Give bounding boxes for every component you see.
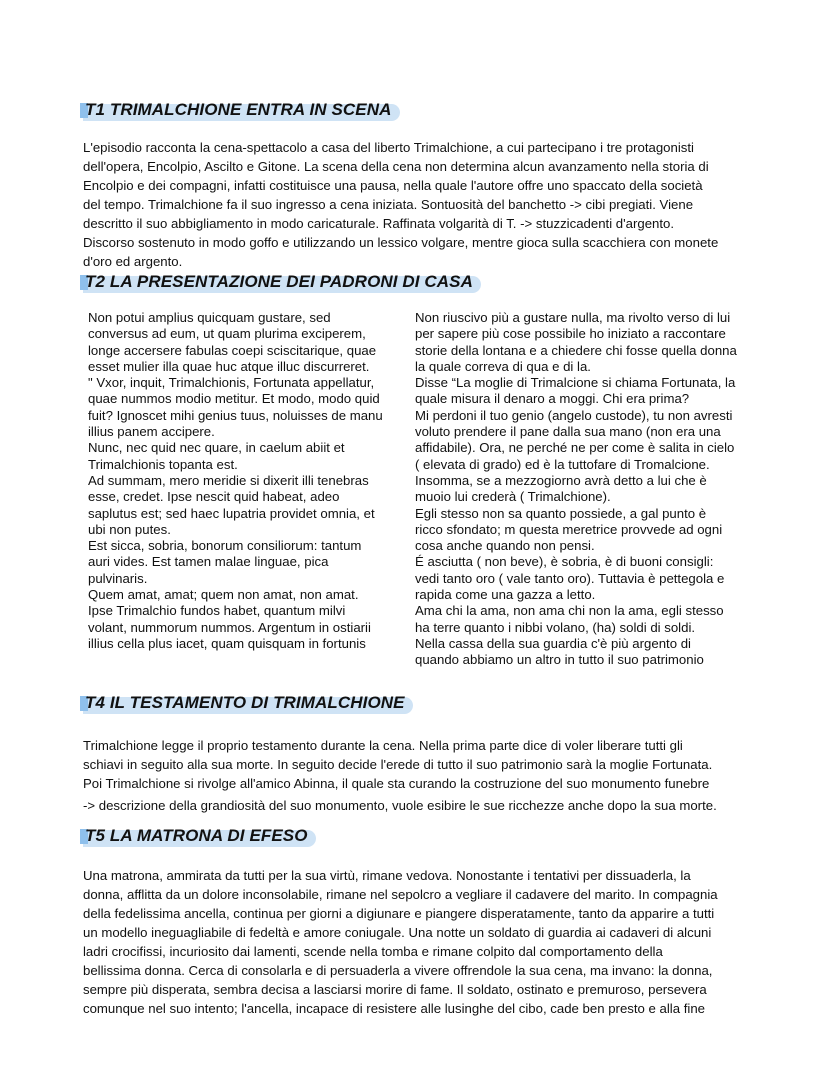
latin-text-column: [88, 310, 398, 652]
latin-line: volant, nummorum nummos. Argentum in ostiarii: [88, 619, 371, 635]
text-line: Discorso sostenuto in modo goffo e utilizzando un lessico volgare, mentre gioca sulla scacchiera con monete: [83, 235, 719, 250]
translation-line: la quale correva di qua e di la.: [415, 358, 591, 374]
text-line: bellissima donna. Cerca di consolarla e di persuaderla a vivere offrendole la sua cena, ma invano: la donna,: [83, 963, 713, 978]
text-line: Poi Trimalchione si rivolge all'amico Abinna, il quale sta curando la costruzione del suo monumento funebre: [83, 776, 710, 791]
latin-line: Trimalchionis topanta est.: [88, 456, 238, 472]
latin-line: Ad summam, mero meridie si dixerit illi tenebras: [88, 472, 369, 488]
latin-line: " Vxor, inquit, Trimalchionis, Fortunata appellatur,: [88, 375, 375, 391]
section-t1-paragraph: [83, 138, 753, 271]
translation-line: affidabile). Ora, ne perché ne per come è salita in cielo: [415, 440, 735, 456]
heading-highlight: T2 LA PRESENTAZIONE DEI PADRONI DI CASA: [83, 272, 481, 292]
section-t4-paragraph: [83, 736, 753, 815]
text-line: Encolpio e dei compagni, infatti costituisce una pausa, nella quale l'autore offre uno spaccato della società: [83, 178, 703, 193]
text-line: Trimalchione legge il proprio testamento durante la cena. Nella prima parte dice di voler liberare tutti gli: [83, 738, 683, 753]
latin-line: ubi non putes.: [88, 521, 171, 537]
text-line: descritto il suo abbigliamento in modo caricaturale. Raffinata volgarità di T. -> stuzzicadenti d'argento.: [83, 216, 675, 231]
translation-line: cosa anche quando non pensi.: [415, 538, 595, 554]
translation-line: É asciutta ( non beve), è sobria, è di buoni consigli:: [415, 554, 714, 570]
text-line: d'oro ed argento.: [83, 254, 183, 269]
translation-line: voluto prendere il pane dalla sua mano (non era una: [415, 424, 721, 440]
translation-line: vedi tanto oro ( vale tanto oro). Tuttavia è pettegola e: [415, 570, 725, 586]
translation-line: ( elevata di grado) ed è la tuttofare di Tromalcione.: [415, 456, 710, 472]
latin-line: Quem amat, amat; quem non amat, non amat.: [88, 587, 359, 603]
section-heading-t2: [83, 272, 481, 292]
latin-line: Est sicca, sobria, bonorum consiliorum: tantum: [88, 538, 362, 554]
latin-line: fuit? Ignoscet mihi genius tuus, noluisses de manu: [88, 407, 383, 423]
section-heading-t4: [83, 693, 413, 713]
text-line: della fedelissima ancella, continua per giorni a digiunare e piangere disperatamente, tanto da apparire a tutti: [83, 906, 715, 921]
text-line: sempre più disperata, sembra decisa a lasciarsi morire di fame. Il soldato, ostinato e premuroso, persevera: [83, 982, 707, 997]
latin-line: esset mulier illa quae huc atque illuc discurreret.: [88, 358, 370, 374]
translation-line: Nella cassa della sua guardia c'è più argento di: [415, 635, 691, 651]
latin-line: illius panem accipere.: [88, 424, 215, 440]
latin-line: Non potui amplius quicquam gustare, sed: [88, 310, 331, 325]
italian-translation-column: [415, 310, 760, 669]
translation-line: Disse “La moglie di Trimalcione si chiama Fortunata, la: [415, 375, 736, 391]
latin-line: longe accersere fabulas coepi sciscitarique, quae: [88, 342, 377, 358]
latin-line: Nunc, nec quid nec quare, in caelum abiit et: [88, 440, 345, 456]
translation-line: quale misura il denaro a moggi. Chi era prima?: [415, 391, 690, 407]
translation-line: Insomma, se a mezzogiorno avrà detto a lui che è: [415, 472, 707, 488]
section-heading-t5: [83, 826, 316, 846]
latin-line: esse, credet. Ipse nescit quid habeat, adeo: [88, 489, 340, 505]
translation-line: per sapere più cose possibile ho iniziato a raccontare: [415, 326, 726, 342]
heading-highlight: T5 LA MATRONA DI EFESO: [83, 826, 316, 846]
latin-line: pulvinaris.: [88, 570, 148, 586]
text-line: dell'opera, Encolpio, Ascilto e Gitone. La scena della cena non determina alcun avanzamento nella storia di: [83, 159, 709, 174]
translation-line: rapida come una gazza a letto.: [415, 587, 596, 603]
latin-line: illius cella plus iacet, quam quisquam in fortunis: [88, 635, 366, 651]
translation-line: storie della lontana e a chiedere chi fosse quella donna: [415, 342, 737, 358]
translation-line: quando abbiamo un altro in tutto il suo patrimonio: [415, 652, 704, 668]
translation-line: Egli stesso non sa quanto possiede, a gal punto è: [415, 505, 707, 521]
heading-highlight: T4 IL TESTAMENTO DI TRIMALCHIONE: [83, 693, 413, 713]
latin-line: auri vides. Est tamen malae linguae, pica: [88, 554, 329, 570]
text-line: schiavi in seguito alla sua morte. In seguito decide l'erede di tutto il suo patrimonio sarà la moglie Fortunata.: [83, 757, 713, 772]
section-heading-t1: [83, 100, 400, 120]
translation-line: Ama chi la ama, non ama chi non la ama, egli stesso: [415, 603, 724, 619]
latin-line: saplutus est; sed haec lupatria providet omnia, et: [88, 505, 375, 521]
text-line: donna, afflitta da un dolore inconsolabile, rimane nel sepolcro a vegliare il cadavere del marito. In compagnia: [83, 887, 718, 902]
text-line: un modello ineguagliabile di fedeltà e amore coniugale. Una notte un soldato di guardia ai cadaveri di alcuni: [83, 925, 712, 940]
translation-line: ricco sfondato; m questa meretrice provvede ad ogni: [415, 521, 723, 537]
heading-highlight: T1 TRIMALCHIONE ENTRA IN SCENA: [83, 100, 400, 120]
translation-line: ha terre quanto i nibbi volano, (ha) soldi di soldi.: [415, 619, 696, 635]
latin-line: conversus ad eum, ut quam plurima exciperem,: [88, 326, 366, 342]
translation-line: Mi perdoni il tuo genio (angelo custode), tu non avresti: [415, 407, 733, 423]
latin-line: quae nummos modio metitur. Et modo, modo quid: [88, 391, 380, 407]
text-line: -> descrizione della grandiosità del suo monumento, vuole esibire le sue ricchezze anche dopo la sua morte.: [83, 798, 717, 813]
translation-line: muoio lui crederà ( Trimalchione).: [415, 489, 611, 505]
translation-line: Non riuscivo più a gustare nulla, ma rivolto verso di lui: [415, 310, 731, 325]
text-line: comunque nel suo intento; l'ancella, incapace di resistere alle lusinghe del cibo, cade ben presto e alla fine: [83, 1001, 705, 1016]
text-line: del tempo. Trimalchione fa il suo ingresso a cena iniziata. Sontuosità del banchetto -> cibi pregiati. Viene: [83, 197, 694, 212]
text-line: Una matrona, ammirata da tutti per la sua virtù, rimane vedova. Nonostante i tentativi per dissuaderla, la: [83, 868, 691, 883]
text-line: ladri crocifissi, incuriosito dai lamenti, scende nella tomba e rimane colpito dal comportamento della: [83, 944, 663, 959]
section-t5-paragraph: [83, 866, 753, 1018]
text-line: L'episodio racconta la cena-spettacolo a casa del liberto Trimalchione, a cui partecipano i tre protagonisti: [83, 140, 694, 155]
latin-line: Ipse Trimalchio fundos habet, quantum milvi: [88, 603, 346, 619]
